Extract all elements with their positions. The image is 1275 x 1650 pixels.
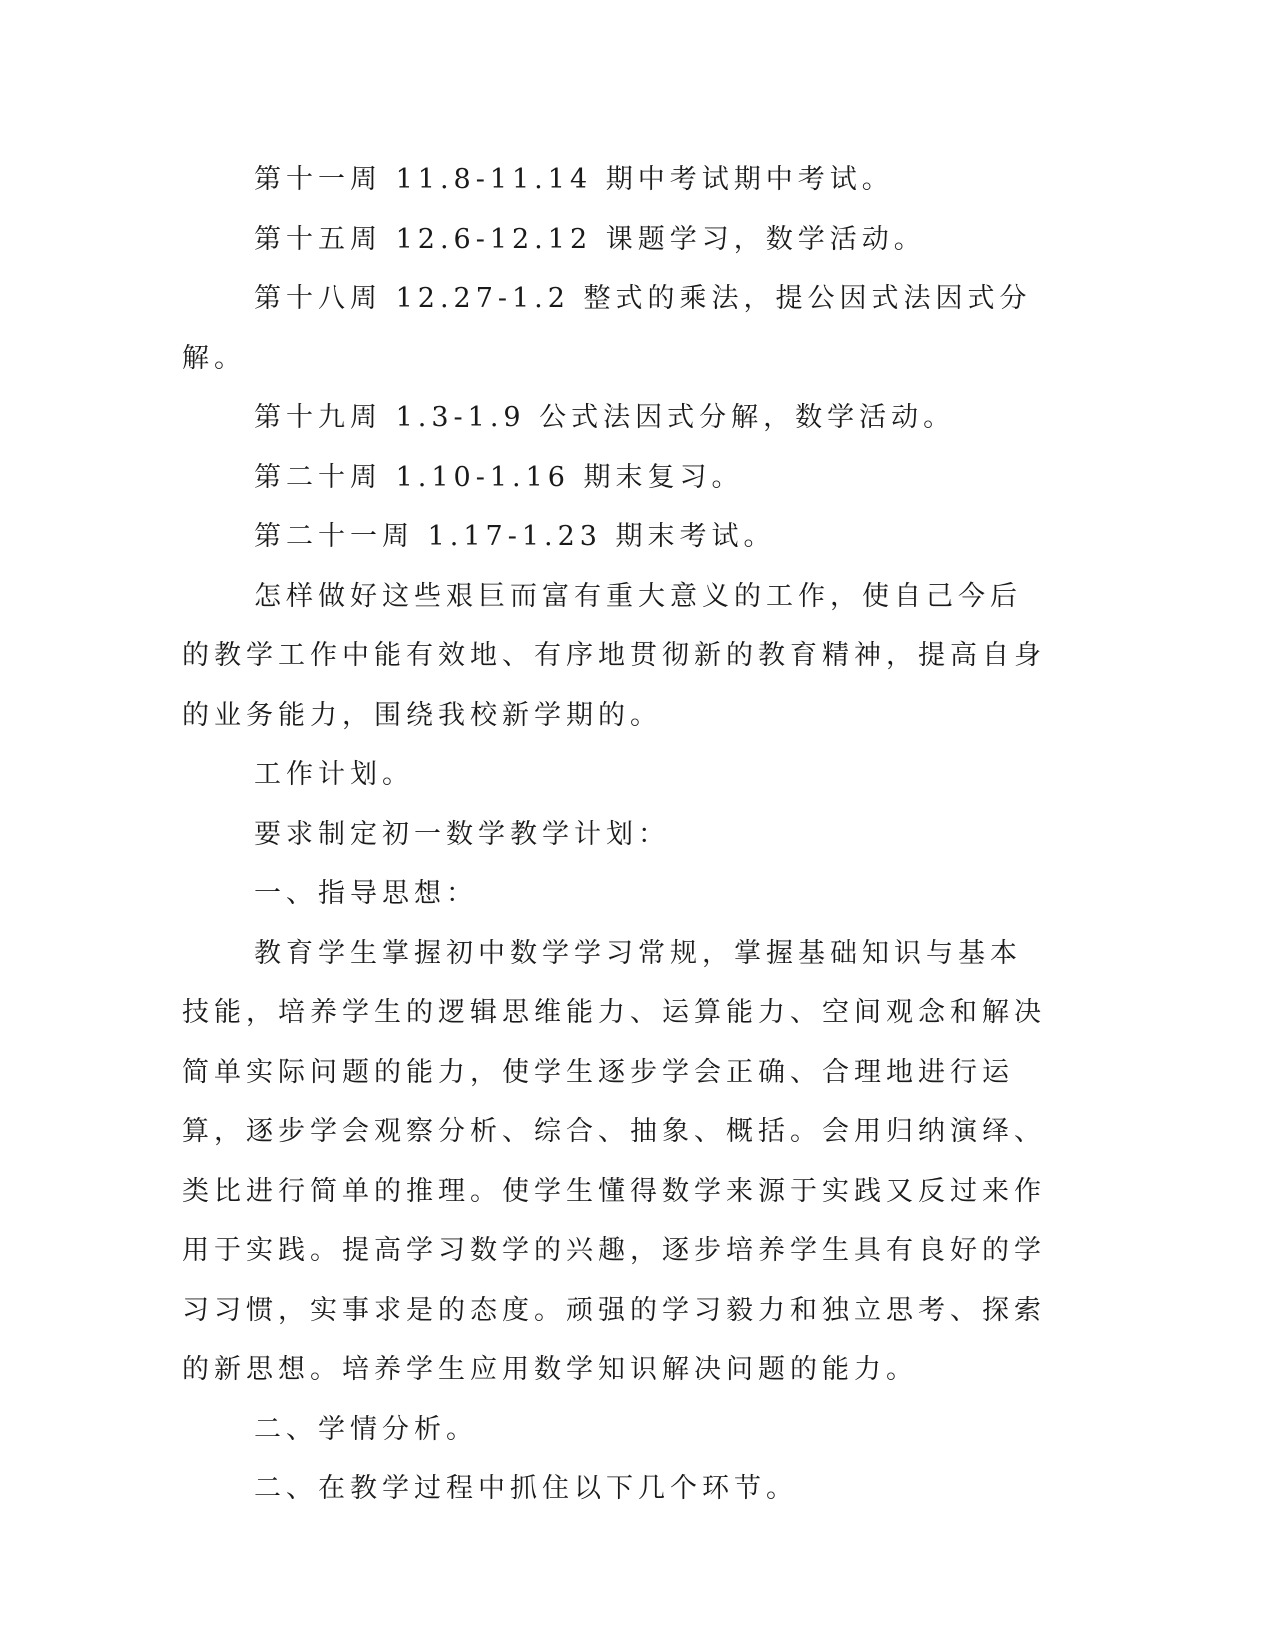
section-heading-guiding-thought: 一、指导思想：: [254, 878, 478, 909]
schedule-week-19: 第十九周 1.3-1.9 公式法因式分解，数学活动。: [254, 402, 956, 433]
schedule-week-20: 第二十周 1.10-1.16 期末复习。: [254, 461, 744, 493]
work-plan-line: 工作计划。: [254, 759, 414, 790]
intro-paragraph: 怎样做好这些艰巨而富有重大意义的工作，使自己今后的教学工作中能有效地、有序地贯彻新的教育精神，提高自身的业务能力，围绕我校新学期的。: [182, 580, 1046, 731]
schedule-week-18: 第十八周 12.27-1.2 整式的乘法，提公因式法因式分解。: [182, 283, 1032, 374]
section-heading-learning-analysis: 二、学情分析。: [254, 1413, 478, 1445]
schedule-week-11: 第十一周 11.8-11.14 期中考试期中考试。: [254, 164, 894, 195]
guiding-thought-paragraph: 教育学生掌握初中数学学习常规，掌握基础知识与基本技能，培养学生的逻辑思维能力、运算能力、空间观念和解决简单实际问题的能力，使学生逐步学会正确、合理地进行运算，逐步学会观察分析、综合、抽象、概括。会用归纳演绎、类比进行简单的推理。使学生懂得数学来源于实践又反过来作用于实践。提高学习数学的兴趣，逐步培养学生具有良好的学习习惯，实事求是的态度。顽强的学习毅力和独立思考、探索的新思想。培养学生应用数学知识解决问题的能力。: [182, 937, 1046, 1385]
requirement-line: 要求制定初一数学教学计划：: [254, 818, 670, 850]
schedule-week-15: 第十五周 12.6-12.12 课题学习，数学活动。: [254, 223, 926, 255]
section-heading-teaching-process: 二、在教学过程中抓住以下几个环节。: [254, 1473, 798, 1504]
document-body: [182, 150, 1052, 1519]
schedule-week-21: 第二十一周 1.17-1.23 期末考试。: [254, 521, 776, 552]
